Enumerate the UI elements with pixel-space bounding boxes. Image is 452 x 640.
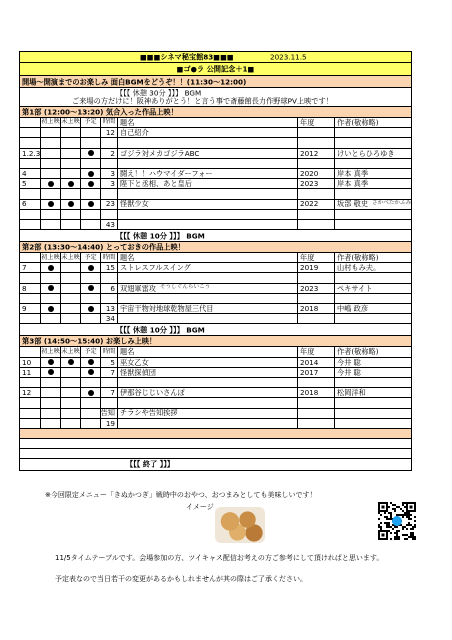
program-number: 6: [22, 199, 27, 209]
film-year: 2017: [297, 368, 334, 377]
timetable: [19, 51, 412, 471]
program-number: 5: [22, 179, 27, 189]
kinukatsugi-photo: [215, 507, 265, 543]
table-row: [19, 398, 412, 408]
part1-heading: 第1部 (12:00～13:20) 気合入った作品上映！: [19, 107, 412, 118]
screening-mark: [40, 159, 60, 168]
screening-mark: [60, 304, 80, 313]
timetable-note: 11/5タイムテーブルです。会場参加の方、ツイキャス配信お考えの方ご参考にして頂ければと思います。: [55, 554, 384, 562]
column-header-no: [20, 118, 40, 127]
film-title: [117, 294, 297, 303]
film-title: ストレスフルスイング: [117, 263, 297, 272]
event-date: 2023.11.5: [270, 52, 307, 62]
film-year: [297, 159, 334, 168]
duration: [100, 159, 117, 168]
table-row: [19, 314, 412, 324]
blank-row: [19, 439, 412, 449]
schedule-body: [19, 107, 412, 471]
filled-circle-icon: [88, 306, 94, 312]
column-header-year: 年度: [297, 253, 334, 262]
film-author: [334, 138, 413, 147]
column-header-first_shown: 初上映: [41, 118, 60, 126]
program-number: [20, 419, 40, 428]
blank-row: [19, 449, 412, 459]
film-title: [117, 419, 297, 428]
table-row: [19, 263, 412, 273]
screening-mark: [40, 409, 60, 418]
column-header-author: 作者(敬称略): [334, 118, 413, 127]
program-number: [20, 378, 40, 387]
table-row: [19, 220, 412, 230]
screening-mark: [60, 398, 80, 407]
duration: 5: [100, 358, 117, 367]
duration: 6: [100, 284, 117, 293]
column-header-shown: 未上映: [61, 118, 80, 126]
menu-note: ※今回限定メニュー「きぬかつぎ」戦時中のおやつ、おつまみとしても美味しいです！: [45, 491, 317, 499]
screening-mark: [60, 189, 80, 198]
film-author: [334, 294, 413, 303]
film-title: 怪獣少女: [117, 200, 297, 209]
table-row: [19, 179, 412, 189]
duration: 2: [100, 149, 117, 158]
program-number: 1.2.3: [22, 148, 40, 158]
film-title: ゴジラ対メカゴジラABC: [117, 149, 297, 158]
screening-mark: [60, 128, 80, 137]
screening-mark: [80, 210, 100, 219]
screening-mark: [40, 263, 60, 272]
program-number: [20, 273, 40, 282]
film-author: [334, 220, 413, 229]
filled-circle-icon: [48, 181, 54, 187]
film-year: [297, 189, 334, 198]
screening-mark: [80, 314, 100, 323]
film-title: チラシや告知挨拶: [117, 409, 297, 418]
filled-circle-icon: [88, 390, 94, 396]
screening-mark: [60, 388, 80, 397]
program-number: [20, 314, 40, 323]
film-title: [117, 378, 297, 387]
filled-circle-icon: [88, 150, 94, 156]
column-header-time: 時間: [100, 118, 117, 127]
column-header-notice: 予定: [80, 118, 100, 127]
film-year: 2019: [297, 263, 334, 272]
column-header-shown: 未上映: [61, 253, 80, 261]
filled-circle-icon: [88, 181, 94, 187]
screening-mark: [60, 138, 80, 147]
screening-mark: [60, 200, 80, 209]
film-year: [297, 128, 334, 137]
screening-mark: [60, 378, 80, 387]
column-header-title: 題名: [117, 347, 297, 356]
screening-mark: [60, 409, 80, 418]
screening-mark: [40, 128, 60, 137]
screening-mark: [80, 378, 100, 387]
screening-mark: [80, 179, 100, 188]
film-year: [297, 220, 334, 229]
film-title: [117, 220, 297, 229]
column-header-shown: 未上映: [61, 347, 80, 355]
film-author: 山村もみ夫。: [334, 263, 413, 272]
film-year: [297, 294, 334, 303]
film-title: 怪獣探偵団: [117, 368, 297, 377]
screening-mark: [40, 398, 60, 407]
film-author: 今井 聡: [334, 358, 413, 367]
table-row: [19, 358, 412, 368]
film-author: けいとらひろゆき: [334, 149, 413, 158]
film-title: 双翅軍雷攻 そうしぐんらいこう: [117, 284, 297, 293]
duration: 7: [100, 388, 117, 397]
screening-mark: [60, 368, 80, 377]
duration: 告知: [100, 408, 115, 418]
film-year: [297, 378, 334, 387]
filled-circle-icon: [48, 369, 54, 375]
column-header-author: 作者(敬称略): [334, 347, 413, 356]
duration: 12: [100, 128, 117, 137]
table-row: [19, 304, 412, 314]
duration: [100, 210, 117, 219]
screening-mark: [40, 294, 60, 303]
filled-circle-icon: [68, 181, 74, 187]
table-row: [19, 368, 412, 378]
pre-show-heading: 開場～開演までのお楽しみ 面白BGMをどうぞ！！(11:30～12:00): [19, 76, 412, 88]
film-year: 2022: [297, 200, 334, 209]
duration: [100, 398, 117, 407]
film-title: [117, 138, 297, 147]
screening-mark: [80, 294, 100, 303]
part1-break: 【【【 休憩 10分 】】】 BGM: [19, 230, 412, 242]
part1-column-header: [19, 118, 412, 128]
film-year: 2018: [297, 388, 334, 397]
duration: [100, 378, 117, 387]
screening-mark: [40, 189, 60, 198]
screening-mark: [80, 138, 100, 147]
program-number: 11: [22, 367, 32, 377]
screening-mark: [80, 419, 100, 428]
program-number: 8: [22, 283, 27, 293]
program-number: [20, 189, 40, 198]
film-author: 松岡洋和: [334, 388, 413, 397]
screening-mark: [40, 169, 60, 178]
screening-mark: [40, 220, 60, 229]
screening-mark: [40, 273, 60, 282]
screening-mark: [60, 159, 80, 168]
film-year: [297, 398, 334, 407]
screening-mark: [60, 210, 80, 219]
film-year: [297, 419, 334, 428]
film-title: [117, 210, 297, 219]
film-author: 今井 聡: [334, 368, 413, 377]
screening-mark: [60, 273, 80, 282]
screening-mark: [80, 200, 100, 209]
screening-mark: [80, 284, 100, 293]
column-header-title: 題名: [117, 118, 297, 127]
filled-circle-icon: [48, 306, 54, 312]
program-number: [20, 210, 40, 219]
film-title: [117, 398, 297, 407]
header-subtitle-row: [19, 63, 412, 76]
film-author: [334, 419, 413, 428]
film-year: 2023: [297, 179, 334, 188]
screening-mark: [60, 314, 80, 323]
program-number: 12: [22, 388, 32, 398]
screening-mark: [40, 314, 60, 323]
film-title: 闘え！！ハウマイダーフォー: [117, 169, 297, 178]
screening-mark: [60, 284, 80, 293]
filled-circle-icon: [88, 359, 94, 365]
table-row: [19, 138, 412, 148]
screening-mark: [80, 388, 100, 397]
screening-mark: [40, 149, 60, 158]
table-row: [19, 284, 412, 294]
column-header-no: [20, 253, 40, 262]
duration: [100, 294, 117, 303]
program-number: [20, 159, 40, 168]
film-year: [297, 210, 334, 219]
qr-code-icon: [378, 502, 416, 540]
filled-circle-icon: [48, 265, 54, 271]
screening-mark: [80, 189, 100, 198]
change-note: 予定表なので当日若干の変更があるかもしれませんが其の際はご了承ください。: [55, 575, 307, 583]
film-year: 2012: [297, 149, 334, 158]
duration: [100, 138, 117, 147]
film-author: [334, 189, 413, 198]
pre-show-break: 【【【 休憩 30分 】】】 BGM ご来場の方だけに！阪神ありがとう！と言う事で斎藤館長力作野球PV上映です！: [19, 88, 412, 107]
duration: 3: [100, 169, 117, 178]
screening-mark: [40, 368, 60, 377]
event-title: ■■■シネマ秘宝館83■■■: [140, 52, 234, 62]
film-title: [117, 314, 297, 323]
table-row: [19, 189, 412, 199]
film-year: [297, 314, 334, 323]
filled-circle-icon: [88, 171, 94, 177]
program-number: [20, 398, 40, 407]
part3-column-header: [19, 347, 412, 357]
table-row: [19, 388, 412, 398]
table-row: [19, 200, 412, 210]
film-title: [117, 189, 297, 198]
filled-circle-icon: [88, 285, 94, 291]
screening-mark: [60, 149, 80, 158]
screening-mark: [80, 358, 100, 367]
film-author: [334, 314, 413, 323]
end-row: 【【【 終了 】】】: [19, 459, 412, 471]
screening-mark: [60, 294, 80, 303]
event-subtitle: ■ゴ●ラ 公開記念＋1■: [176, 64, 255, 74]
column-header-author: 作者(敬称略): [334, 253, 413, 262]
duration: 13: [100, 304, 117, 313]
column-header-no: [20, 347, 40, 356]
film-author: [334, 409, 413, 418]
column-header-title: 題名: [117, 253, 297, 262]
duration: 34: [100, 314, 117, 323]
screening-mark: [40, 284, 60, 293]
film-author: [334, 398, 413, 407]
filled-circle-icon: [68, 201, 74, 207]
header-title-row: [19, 51, 412, 63]
film-author: [334, 210, 413, 219]
duration: 23: [100, 200, 117, 209]
film-author: 岸本 真季: [334, 169, 413, 178]
screening-mark: [60, 220, 80, 229]
film-title: 伊那谷じじいさんぽ: [117, 388, 297, 397]
column-header-time: 時間: [100, 253, 117, 262]
part2-heading: 第2部 (13:30～14:40) とっておきの作品上映！: [19, 242, 412, 253]
screening-mark: [80, 368, 100, 377]
filled-circle-icon: [88, 201, 94, 207]
duration: 19: [100, 419, 117, 428]
film-title: 自己紹介: [117, 128, 297, 137]
screening-mark: [40, 200, 60, 209]
film-year: 2020: [297, 169, 334, 178]
program-number: 9: [22, 304, 27, 313]
column-header-time: 時間: [100, 347, 117, 356]
screening-mark: [80, 220, 100, 229]
table-row: [19, 294, 412, 304]
duration: 15: [100, 263, 117, 272]
film-year: [297, 273, 334, 282]
program-number: [20, 294, 40, 303]
film-author: 岸本 真季: [334, 179, 413, 188]
film-title: [117, 159, 297, 168]
screening-mark: [40, 388, 60, 397]
table-row: [19, 210, 412, 220]
program-number: [20, 128, 40, 137]
screening-mark: [80, 128, 100, 137]
screening-mark: [40, 138, 60, 147]
film-title: [117, 273, 297, 282]
screening-mark: [40, 378, 60, 387]
film-author: [334, 128, 413, 137]
table-row: [19, 273, 412, 283]
film-author: 中嶋 政彦: [334, 304, 413, 313]
screening-mark: [80, 159, 100, 168]
part3-heading: 第3部 (14:50～15:40) お楽しみ上映！: [19, 336, 412, 347]
filled-circle-icon: [68, 359, 74, 365]
program-number: [20, 409, 40, 418]
screening-mark: [60, 179, 80, 188]
table-row: [19, 409, 412, 419]
screening-mark: [40, 419, 60, 428]
filled-circle-icon: [48, 285, 54, 291]
duration: [100, 189, 117, 198]
screening-mark: [80, 263, 100, 272]
column-header-notice: 予定: [80, 347, 100, 356]
film-author: [334, 159, 413, 168]
film-author: [334, 378, 413, 387]
screening-mark: [80, 398, 100, 407]
screening-mark: [40, 210, 60, 219]
film-author: ペキサイト: [334, 284, 413, 293]
program-number: [20, 138, 40, 147]
film-year: [297, 409, 334, 418]
column-header-first_shown: 初上映: [41, 253, 60, 261]
screening-mark: [80, 304, 100, 313]
program-number: 10: [22, 357, 32, 367]
film-year: 2014: [297, 358, 334, 367]
film-year: 2023: [297, 284, 334, 293]
pre-show-note: ご来場の方だけに！阪神ありがとう！と言う事で斎藤館長力作野球PV上映です！: [72, 96, 333, 106]
duration: 3: [100, 179, 117, 188]
screening-mark: [60, 358, 80, 367]
film-title: 巫女乙女: [117, 358, 297, 367]
table-row: [19, 378, 412, 388]
filled-circle-icon: [88, 265, 94, 271]
part2-column-header: [19, 253, 412, 263]
screening-mark: [40, 358, 60, 367]
duration: 7: [100, 368, 117, 377]
duration: [100, 273, 117, 282]
table-row: [19, 159, 412, 169]
filled-circle-icon: [48, 359, 54, 365]
screening-mark: [80, 149, 100, 158]
screening-mark: [80, 409, 100, 418]
film-year: 2018: [297, 304, 334, 313]
table-row: [19, 149, 412, 159]
table-row: [19, 128, 412, 138]
film-year: [297, 138, 334, 147]
screening-mark: [40, 304, 60, 313]
film-title: 陛下と丞相、あと皇后: [117, 179, 297, 188]
table-row: [19, 169, 412, 179]
program-number: [20, 220, 40, 229]
filled-circle-icon: [48, 201, 54, 207]
screening-mark: [60, 263, 80, 272]
film-author: 坂部 敬史 さかべたかふみ: [334, 200, 413, 209]
screening-mark: [80, 273, 100, 282]
column-header-year: 年度: [297, 118, 334, 127]
program-number: 4: [22, 168, 27, 178]
film-author: [334, 273, 413, 282]
duration: 43: [100, 220, 117, 229]
screening-mark: [40, 179, 60, 188]
column-header-notice: 予定: [80, 253, 100, 262]
image-label: イメージ: [186, 503, 214, 511]
part2-break: 【【【 休憩 10分 】】】 BGM: [19, 324, 412, 336]
film-title: 宇宙干物対地球乾物屋三代目: [117, 304, 297, 313]
screening-mark: [80, 169, 100, 178]
screening-mark: [60, 419, 80, 428]
column-header-first_shown: 初上映: [41, 347, 60, 355]
table-row: [19, 419, 412, 429]
screening-mark: [60, 169, 80, 178]
filled-circle-icon: [88, 369, 94, 375]
orange-spacer: [19, 429, 412, 439]
column-header-year: 年度: [297, 347, 334, 356]
program-number: 7: [22, 263, 27, 273]
